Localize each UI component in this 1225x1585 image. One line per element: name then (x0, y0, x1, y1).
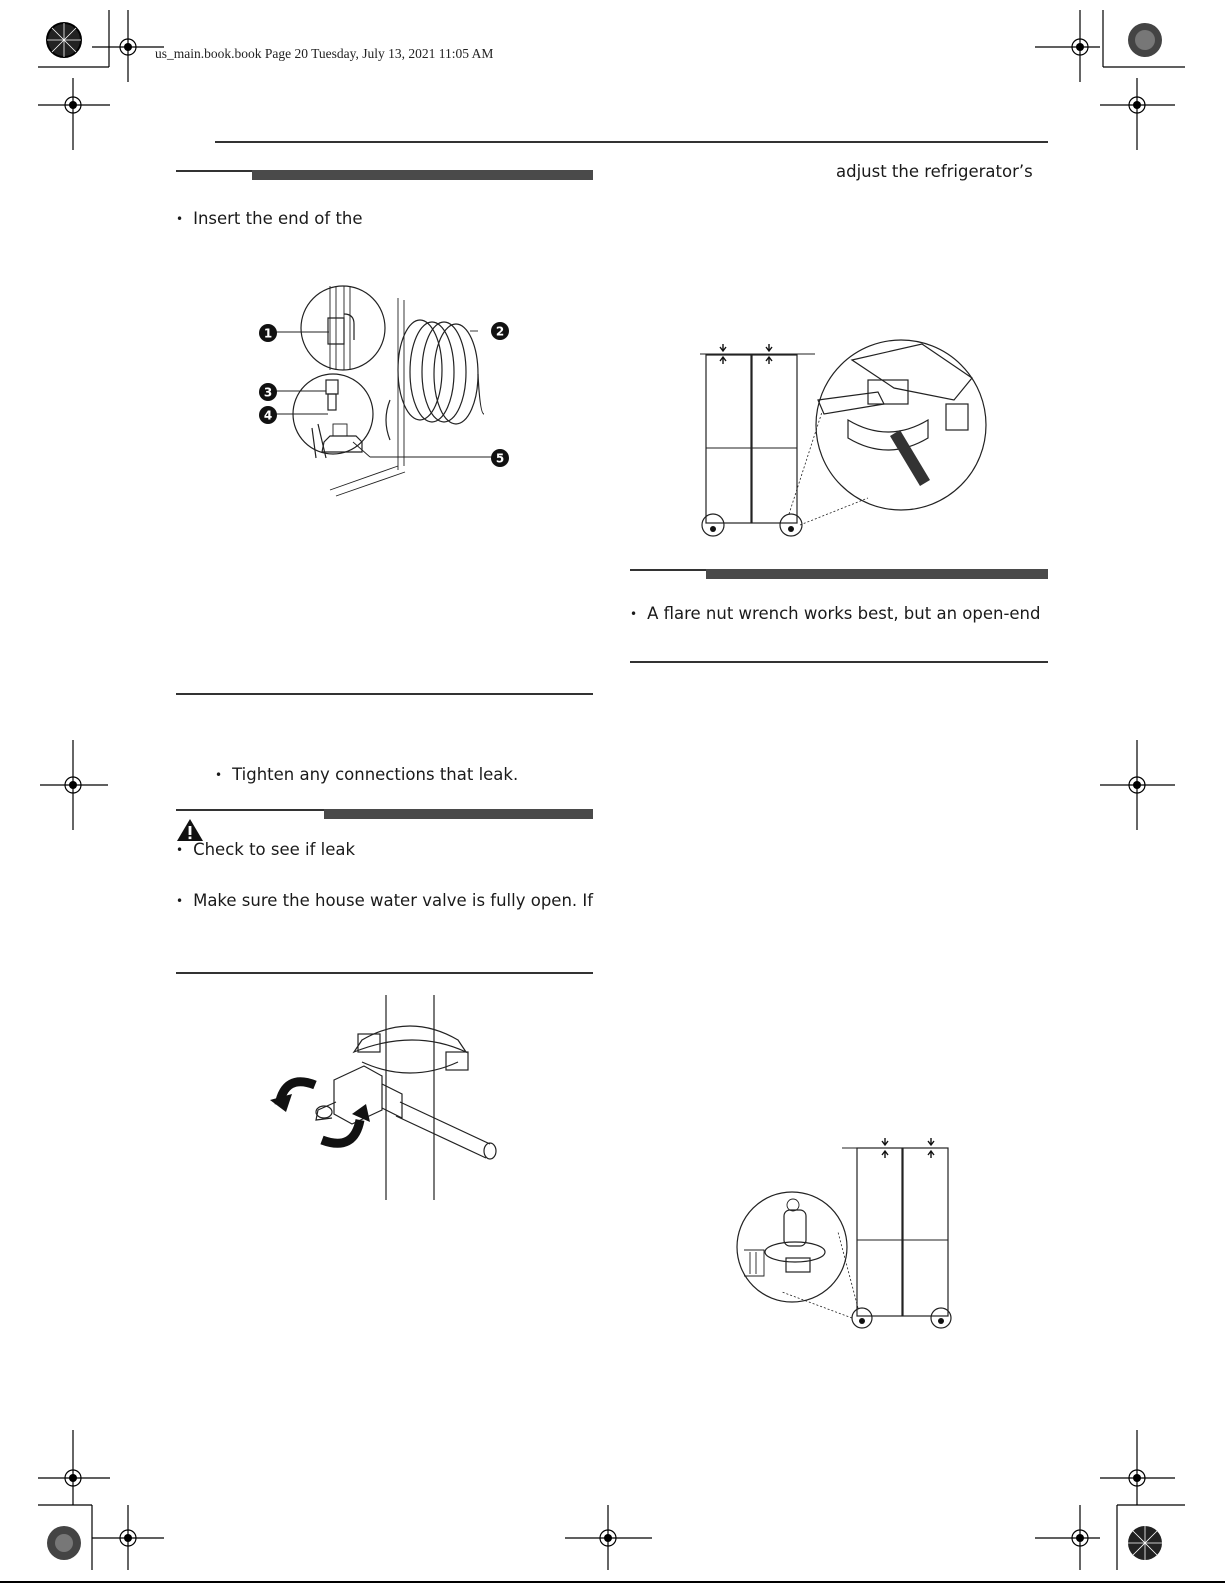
crop-mark-top-right (1035, 10, 1185, 150)
step-tighten-text: Tighten any connections that leak. (232, 765, 519, 784)
figure-leveling-foot (725, 1140, 970, 1330)
caution-bar (324, 809, 593, 819)
svg-text:3: 3 (263, 385, 273, 400)
section-bar-right-1 (706, 569, 1048, 579)
caution-item-1-text: Check to see if leak (193, 840, 356, 859)
print-header: us_main.book.book Page 20 Tuesday, July 13, 2021 11:05 AM (155, 46, 494, 61)
caution-rule (176, 809, 324, 811)
crop-mark-bottom-center (565, 1505, 652, 1570)
adjust-text: adjust the refrigerator’s (836, 162, 1033, 181)
bullet-dot: • (176, 212, 184, 226)
section-rule-left-3 (176, 972, 593, 974)
figure-leveling-wrench (690, 325, 990, 540)
bullet-dot: • (630, 607, 638, 621)
svg-text:1: 1 (263, 326, 273, 341)
step-insert-text: Insert the end of the (193, 209, 363, 228)
crop-mark-bottom-left (38, 1430, 164, 1570)
figure-house-water-valve (270, 993, 500, 1203)
section-rule-right-2 (630, 661, 1048, 663)
svg-text:2: 2 (495, 324, 505, 339)
step-tighten (215, 765, 518, 784)
step-insert (176, 209, 363, 228)
bullet-dot: • (176, 843, 184, 857)
crop-mark-top-left (38, 10, 164, 150)
crop-mark-mid-right (1100, 740, 1175, 830)
section-rule-right-1 (630, 569, 706, 571)
crop-mark-mid-left (40, 740, 108, 830)
caution-item-2 (176, 891, 593, 910)
bullet-dot: • (215, 768, 223, 782)
caution-item-2-text: Make sure the house water valve is fully open. If (193, 891, 594, 910)
section-rule-left-1 (176, 170, 252, 172)
note-flare-nut (630, 604, 1040, 623)
page-top-rule (215, 141, 1048, 143)
bullet-dot: • (176, 894, 184, 908)
svg-text:4: 4 (263, 408, 273, 423)
warning-triangle-icon (176, 818, 204, 842)
note-flare-nut-text: A flare nut wrench works best, but an open-end (647, 604, 1041, 623)
section-bar-left-1 (252, 170, 593, 180)
crop-mark-bottom-right (1035, 1430, 1185, 1570)
svg-text:5: 5 (495, 451, 505, 466)
figure-water-line-tubing (255, 283, 515, 498)
callout-badges (259, 322, 509, 467)
caution-item-1 (176, 840, 355, 859)
section-rule-left-2 (176, 693, 593, 695)
